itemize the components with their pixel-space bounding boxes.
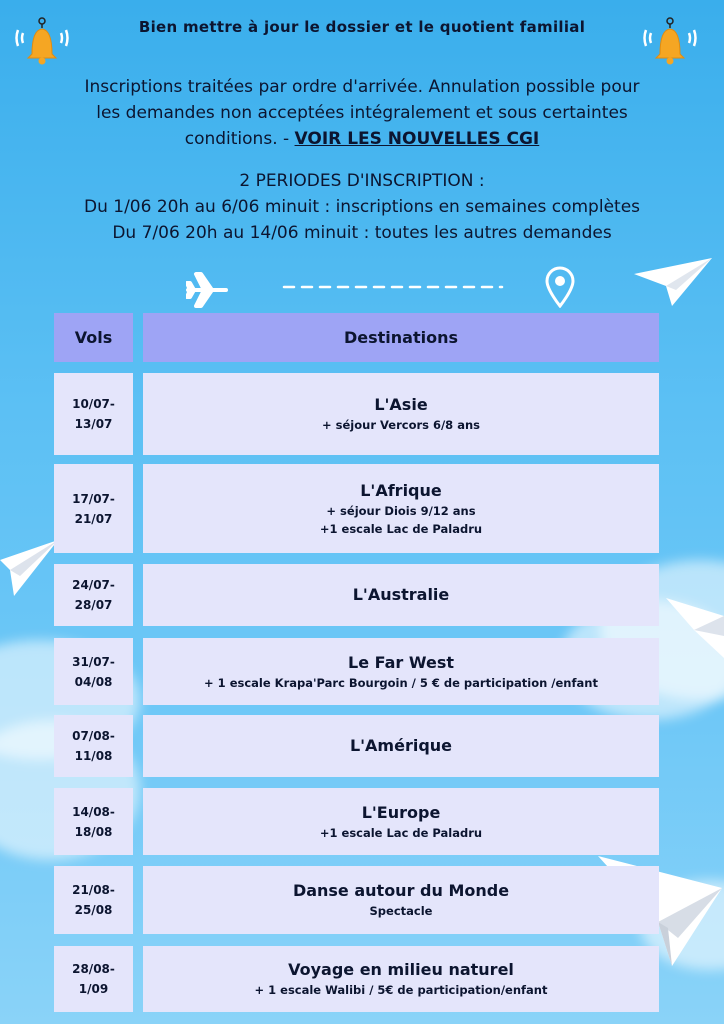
destination-name: L'Australie xyxy=(352,585,450,604)
paragraph-line: Inscriptions traitées par ordre d'arrivée. Annulation possible pour xyxy=(84,77,640,97)
date-start: 24/07- xyxy=(72,578,115,592)
destination-name: Voyage en milieu naturel xyxy=(288,960,514,979)
date-cell xyxy=(54,564,133,626)
destination-name: L'Afrique xyxy=(360,480,442,500)
destination-detail: + 1 escale Walibi / 5€ de participation/enfant xyxy=(254,983,548,997)
destination-name: L'Amérique xyxy=(349,736,453,755)
header-paragraph xyxy=(0,74,724,152)
airplane-icon xyxy=(186,270,228,310)
destination-detail: +1 escale Lac de Paladru xyxy=(319,825,483,840)
date-end: 18/08 xyxy=(74,824,113,839)
destination-name: L'Europe xyxy=(361,802,441,822)
paragraph-line xyxy=(12,126,712,152)
destination-cell xyxy=(143,946,659,1012)
destination-detail: + séjour Vercors 6/8 ans xyxy=(322,418,480,432)
destination-cell xyxy=(143,788,659,855)
date-cell xyxy=(54,373,133,455)
destination-detail: Spectacle xyxy=(369,904,433,918)
destination-detail: + 1 escale Krapa'Parc Bourgoin / 5 € de participation /enfant xyxy=(204,675,598,690)
date-cell xyxy=(54,715,133,777)
destination-cell xyxy=(143,373,659,455)
period-line: Du 1/06 20h au 6/06 minuit : inscriptions en semaines complètes xyxy=(83,197,641,217)
date-end: 04/08 xyxy=(74,674,113,689)
destination-cell xyxy=(143,564,659,626)
date-start: 10/07- xyxy=(72,397,115,411)
date-cell xyxy=(54,866,133,934)
destination-name: Danse autour du Monde xyxy=(292,881,510,900)
date-cell xyxy=(54,638,133,705)
location-pin-icon xyxy=(544,266,576,308)
destination-name: Le Far West xyxy=(348,652,454,672)
date-end: 11/08 xyxy=(74,749,113,763)
cgi-link[interactable]: VOIR LES NOUVELLES CGI xyxy=(294,129,540,149)
destination-detail: +1 escale Lac de Paladru xyxy=(319,521,483,536)
paper-plane-icon xyxy=(632,256,714,308)
paper-plane-icon xyxy=(664,596,724,660)
period-line: Du 7/06 20h au 14/06 minuit : toutes les autres demandes xyxy=(112,223,612,243)
date-cell xyxy=(54,946,133,1012)
dashed-path xyxy=(282,282,504,292)
periods-title: 2 PERIODES D'INSCRIPTION : xyxy=(239,171,485,191)
periods-block xyxy=(0,168,724,246)
destination-name: L'Asie xyxy=(374,395,428,414)
paper-plane-icon xyxy=(0,536,60,598)
header-line: Bien mettre à jour le dossier et le quotient familial xyxy=(138,18,586,36)
date-end: 13/07 xyxy=(74,417,113,431)
date-start: 17/07- xyxy=(72,491,115,506)
destination-cell xyxy=(143,715,659,777)
date-cell xyxy=(54,788,133,855)
paragraph-line: les demandes non acceptées intégralement et sous certaintes xyxy=(96,103,628,123)
header-destinations xyxy=(143,313,659,362)
destination-cell xyxy=(143,866,659,934)
date-end: 25/08 xyxy=(74,903,113,917)
destination-cell xyxy=(143,464,659,553)
date-cell xyxy=(54,464,133,553)
date-start: 31/07- xyxy=(72,654,115,669)
date-start: 07/08- xyxy=(72,729,115,743)
date-end: 28/07 xyxy=(74,598,113,612)
destination-cell xyxy=(143,638,659,705)
date-start: 14/08- xyxy=(72,804,115,819)
paragraph-prefix: conditions. - xyxy=(184,129,295,149)
destination-detail: + séjour Diois 9/12 ans xyxy=(326,503,476,518)
date-start: 21/08- xyxy=(72,883,115,897)
date-end: 1/09 xyxy=(78,982,109,996)
date-start: 28/08- xyxy=(72,962,115,976)
header-vols-label: Vols xyxy=(74,328,113,347)
header-destinations-label: Destinations xyxy=(343,328,458,347)
date-end: 21/07 xyxy=(74,511,113,526)
header-vols xyxy=(54,313,133,362)
